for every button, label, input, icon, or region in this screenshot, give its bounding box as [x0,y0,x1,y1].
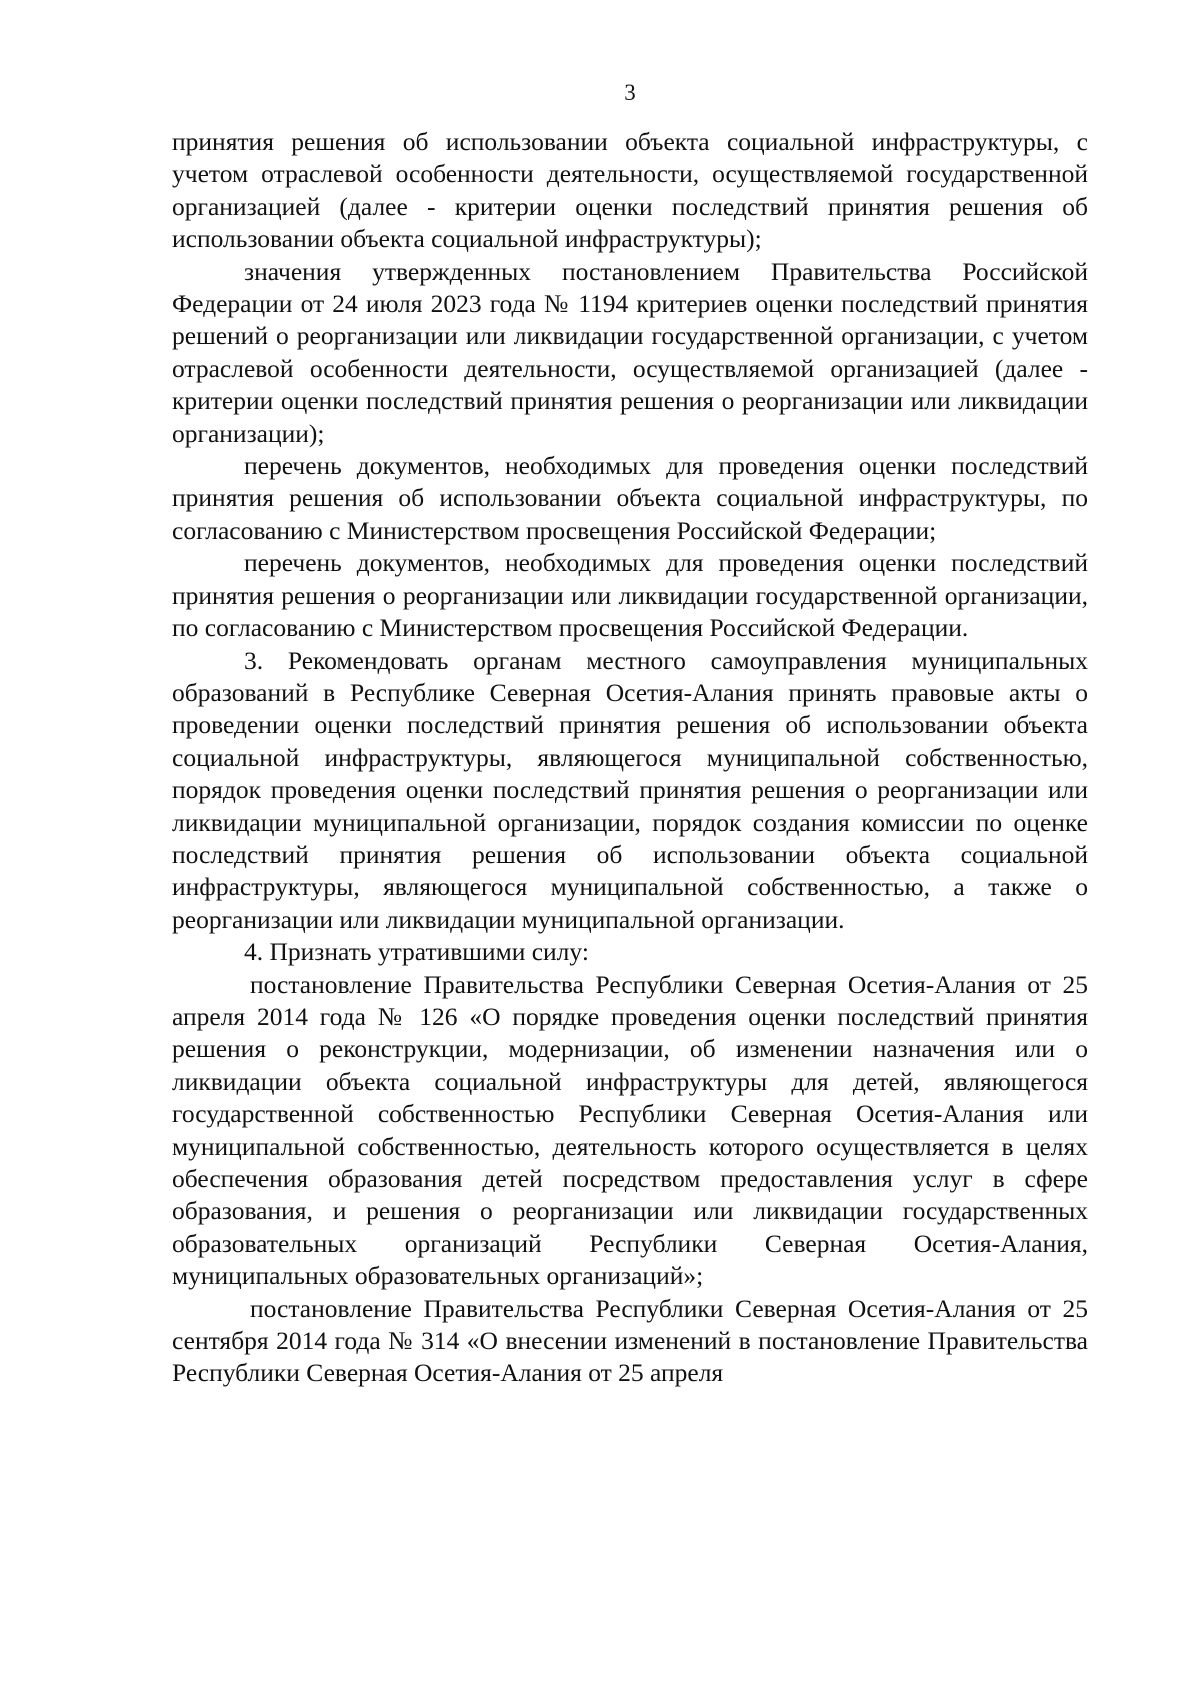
paragraph-item-3-recommendation: 3. Рекомендовать органам местного самоуправления муниципальных образований в Республике Северная Осетия-Алания принять правовые акты о проведении оценки последствий принятия решения об использовании объекта социальной инфраструктуры, являющегося муниципальной собственностью, порядок проведения оценки последствий принятия решения о реорганизации или ликвидации муниципальной организации, порядок создания комиссии по оценке последствий принятия решения об использовании объекта социальной инфраструктуры, являющегося муниципальной собственностью, а также о реорганизации или ликвидации муниципальной организации. [172,645,1088,934]
document-body [172,126,1088,1390]
paragraph-documents-list-reorganization: перечень документов, необходимых для проведения оценки последствий принятия решения о реорганизации или ликвидации государственной организации, по согласованию с Министерством просвещения Российской Федерации. [172,548,1088,643]
page-number: 3 [624,80,636,105]
paragraph-repealed-resolution-126: постановление Правительства Республики Северная Осетия-Алания от 25 апреля 2014 года № 126 «О порядке проведения оценки последствий принятия решения о реконструкции, модернизации, об изменении назначения или о ликвидации объекта социальной инфраструктуры для детей, являющегося государственной собственностью Республики Северная Осетия-Алания или муниципальной собственностью, деятельность которого осуществляется в целях обеспечения образования детей посредством предоставления услуг в сфере образования, и решения о реорганизации или ликвидации государственных образовательных организаций Республики Северная Осетия-Алания, муниципальных образовательных организаций»; [172,969,1088,1291]
paragraph-item-4-repeal: 4. Признать утратившими силу: [244,937,589,967]
paragraph-criteria-social-infrastructure: принятия решения об использовании объекта социальной инфраструктуры, с учетом отраслевой особенности деятельности, осуществляемой государственной организацией (далее - критерии оценки последствий принятия решения об использовании объекта социальной инфраструктуры); [172,127,1088,254]
paragraph-documents-list-infrastructure: перечень документов, необходимых для проведения оценки последствий принятия решения об использовании объекта социальной инфраструктуры, по согласованию с Министерством просвещения Российской Федерации; [172,451,1088,545]
paragraph-criteria-reorganization: значения утвержденных постановлением Правительства Российской Федерации от 24 июля 2023 года № 1194 критериев оценки последствий принятия решений о реорганизации или ликвидации государственной организации, с учетом отраслевой особенности деятельности, осуществляемой организацией (далее - критерии оценки последствий принятия решения о реорганизации или ликвидации организации); [172,256,1088,448]
paragraph-repealed-resolution-314: постановление Правительства Республики Северная Осетия-Алания от 25 сентября 2014 года № 314 «О внесении изменений в постановление Правительства Республики Северная Осетия-Алания от 25 апреля [172,1293,1088,1388]
